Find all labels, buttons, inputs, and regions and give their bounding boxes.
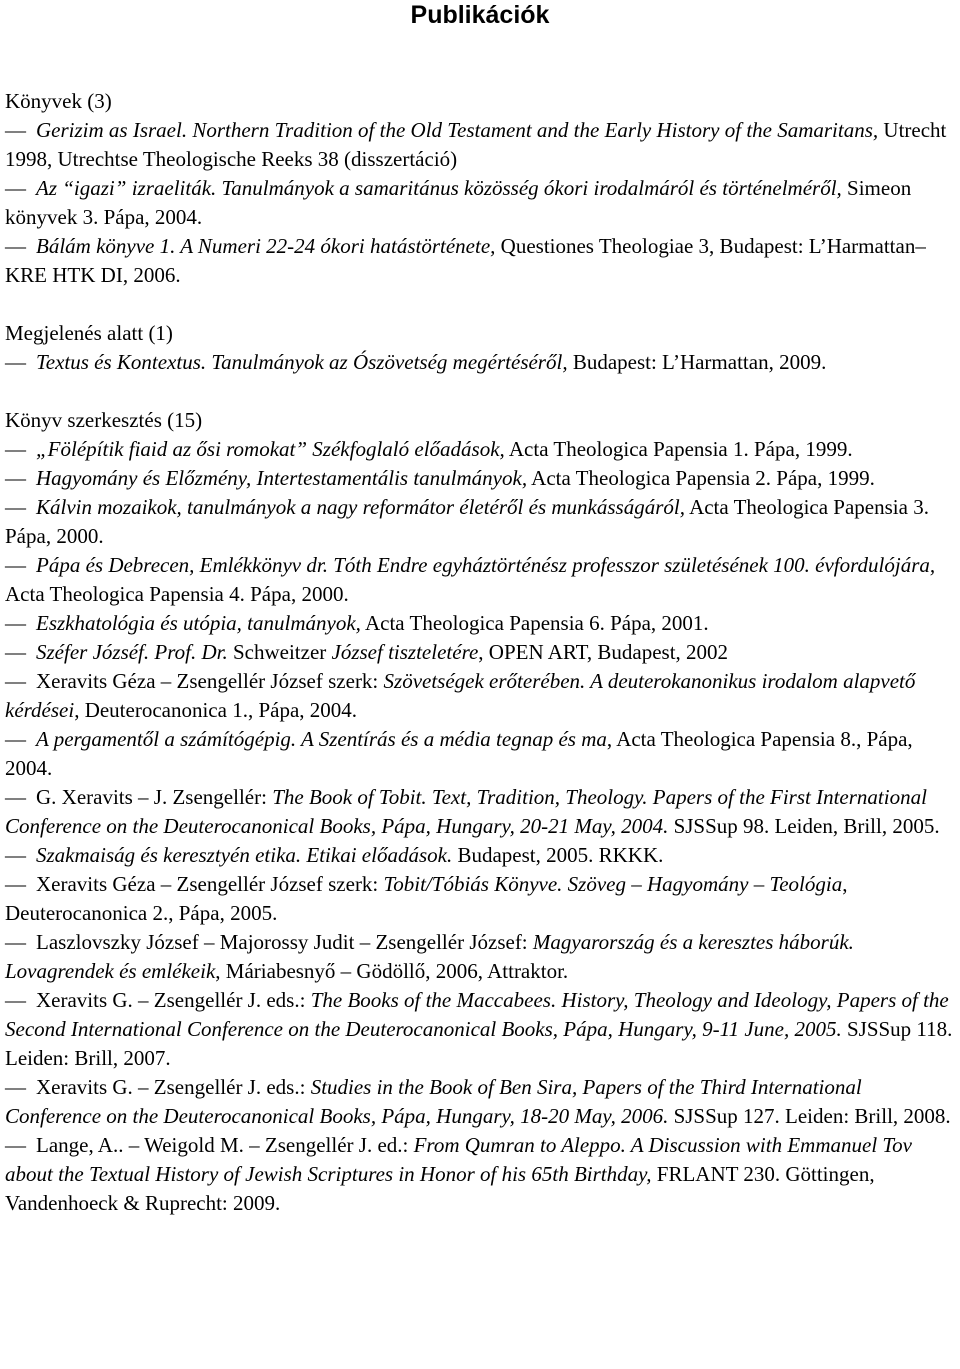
publication-entry (5, 493, 955, 551)
entry-title-italic: The Books of the Maccabees. History, Theology and Ideology, Papers of the Second International Conference on the Deuterocanonical Books, Pápa, Hungary, 9-11 June, 2005. (5, 988, 949, 1041)
publication-entry (5, 638, 955, 667)
entry-text: Questiones Theologiae 3, Budapest: L’Harmattan–KRE HTK DI, 2006. (5, 234, 926, 287)
publication-entry (5, 551, 955, 609)
entry-text: , Acta Theologica Papensia 8., Pápa, 2004. (5, 727, 913, 780)
em-dash-bullet: — (5, 1133, 26, 1157)
em-dash-bullet: — (5, 1075, 26, 1099)
section-heading: Könyv szerkesztés (15) (5, 408, 203, 432)
entry-text: Acta Theologica Papensia 6. Pápa, 2001. (360, 611, 709, 635)
em-dash-bullet: — (5, 785, 26, 809)
entry-text: Xeravits G. – Zsengellér J. eds.: (36, 1075, 311, 1099)
document (5, 0, 955, 1218)
entry-text: Budapest, 2005. RKKK. (452, 843, 664, 867)
publication-entry (5, 232, 955, 290)
entry-title-italic: Tobit/Tóbiás Könyve. Szöveg – Hagyomány – Teológia (383, 872, 843, 896)
entry-text: , Máriabesnyő – Gödöllő, 2006, Attraktor. (215, 959, 569, 983)
entry-title-italic: Textus és Kontextus. Tanulmányok az Ószövetség megértéséről, (36, 350, 568, 374)
em-dash-bullet: — (5, 640, 26, 664)
em-dash-bullet: — (5, 118, 26, 142)
entry-text: Acta Theologica Papensia 3. Pápa, 2000. (5, 495, 929, 548)
em-dash-bullet: — (5, 611, 26, 635)
entry-text: Xeravits Géza – Zsengellér József szerk: (36, 669, 384, 693)
entry-text: Acta Theologica Papensia 1. Pápa, 1999. (504, 437, 853, 461)
entry-text: , OPEN ART, Budapest, 2002 (478, 640, 729, 664)
entry-text: SJSSup 127. Leiden: Brill, 2008. (668, 1104, 951, 1128)
em-dash-bullet: — (5, 234, 26, 258)
entry-title-italic: Hagyomány és Előzmény, Intertestamentális tanulmányok, (36, 466, 528, 490)
publication-entry (5, 435, 955, 464)
entry-title-italic: Bálám könyve 1. A Numeri 22-24 ókori hatástörténete, (36, 234, 496, 258)
entry-text: , Deuterocanonica 1., Pápa, 2004. (74, 698, 358, 722)
entry-title-italic: Széfer Józséf. Prof. Dr. (36, 640, 228, 664)
entry-title-italic: Gerizim as Israel. Northern Tradition of the Old Testament and the Early History of the Samaritans, (36, 118, 879, 142)
publication-entry (5, 116, 955, 174)
em-dash-bullet: — (5, 669, 26, 693)
publication-entry (5, 725, 955, 783)
entry-text: Schweitzer (227, 640, 332, 664)
em-dash-bullet: — (5, 466, 26, 490)
section-gap (5, 377, 955, 406)
entry-title-italic: Kálvin mozaikok, tanulmányok a nagy reformátor életéről és munkásságáról, (36, 495, 685, 519)
page-title: Publikációk (410, 1, 550, 29)
entry-title-italic: József tiszteletére (331, 640, 479, 664)
publication-entry (5, 783, 955, 841)
entry-text: SJSSup 98. Leiden, Brill, 2005. (668, 814, 940, 838)
entry-title-italic: Pápa és Debrecen, Emlékkönyv dr. Tóth Endre egyháztörténész professzor születésének 100. évfordulójára, (36, 553, 936, 577)
em-dash-bullet: — (5, 930, 26, 954)
section-heading: Könyvek (3) (5, 89, 112, 113)
publication-entry (5, 928, 955, 986)
entry-text: Lange, A.. – Weigold M. – Zsengellér J. ed.: (36, 1133, 414, 1157)
entry-text: G. Xeravits – J. Zsengellér: (36, 785, 273, 809)
entry-title-italic: Studies in the Book of Ben Sira, Papers of the Third International Conference on the Deuterocanonical Books, Pápa, Hungary, 18-20 May, 2006. (5, 1075, 862, 1128)
em-dash-bullet: — (5, 872, 26, 896)
entry-text: Xeravits G. – Zsengellér J. eds.: (36, 988, 311, 1012)
entry-text: , Deuterocanonica 2., Pápa, 2005. (5, 872, 848, 925)
publication-entry (5, 348, 955, 377)
entry-title-italic: From Qumran to Aleppo. A Discussion with Emmanuel Tov about the Textual History of Jewish Scriptures in Honor of his 65th Birthday, (5, 1133, 912, 1186)
publication-entry (5, 174, 955, 232)
publication-entry (5, 609, 955, 638)
entry-text: FRLANT 230. Göttingen, Vandenhoeck & Ruprecht: 2009. (5, 1162, 875, 1215)
em-dash-bullet: — (5, 553, 26, 577)
publication-entry (5, 667, 955, 725)
publication-section (5, 406, 955, 1218)
entry-text: Simeon könyvek 3. Pápa, 2004. (5, 176, 912, 229)
entry-text: Budapest: L’Harmattan, 2009. (567, 350, 827, 374)
publication-entry (5, 1131, 955, 1218)
publication-sections (5, 87, 955, 1218)
entry-title-italic: Eszkhatológia és utópia, tanulmányok, (36, 611, 361, 635)
entry-title-italic: Szakmaiság és keresztyén etika. Etikai előadások. (36, 843, 453, 867)
entry-title-italic: Az “igazi” izraeliták. Tanulmányok a samaritánus közösség ókori irodalmáról és történelméről, (36, 176, 842, 200)
publication-entry (5, 870, 955, 928)
entry-text: Laszlovszky József – Majorossy Judit – Zsengellér József: (36, 930, 533, 954)
publication-entry (5, 1073, 955, 1131)
entry-title-italic: „Fölépítik fiaid az ősi romokat” Székfoglaló előadások, (36, 437, 505, 461)
entry-text: Acta Theologica Papensia 4. Pápa, 2000. (5, 582, 349, 606)
em-dash-bullet: — (5, 437, 26, 461)
entry-title-italic: Szövetségek erőterében. A deuterokanonikus irodalom alapvető kérdései (5, 669, 916, 722)
section-heading: Megjelenés alatt (1) (5, 321, 173, 345)
publication-entry (5, 841, 955, 870)
em-dash-bullet: — (5, 176, 26, 200)
em-dash-bullet: — (5, 727, 26, 751)
em-dash-bullet: — (5, 350, 26, 374)
entry-text: Utrecht 1998, Utrechtse Theologische Reeks 38 (disszertáció) (5, 118, 947, 171)
publication-entry (5, 464, 955, 493)
publication-entry (5, 986, 955, 1073)
entry-text: SJSSup 118. Leiden: Brill, 2007. (5, 1017, 953, 1070)
publication-section (5, 319, 955, 377)
entry-text: Acta Theologica Papensia 2. Pápa, 1999. (527, 466, 875, 490)
entry-text: Xeravits Géza – Zsengellér József szerk: (36, 872, 384, 896)
entry-title-italic: Magyarország és a keresztes háborúk. Lovagrendek és emlékeik (5, 930, 854, 983)
em-dash-bullet: — (5, 988, 26, 1012)
em-dash-bullet: — (5, 843, 26, 867)
entry-title-italic: The Book of Tobit. Text, Tradition, Theology. Papers of the First International Conference on the Deuterocanonical Books, Pápa, Hungary, 20-21 May, 2004. (5, 785, 927, 838)
publication-section (5, 87, 955, 290)
em-dash-bullet: — (5, 495, 26, 519)
section-gap (5, 290, 955, 319)
entry-title-italic: A pergamentől a számítógépig. A Szentírás és a média tegnap és ma (36, 727, 607, 751)
